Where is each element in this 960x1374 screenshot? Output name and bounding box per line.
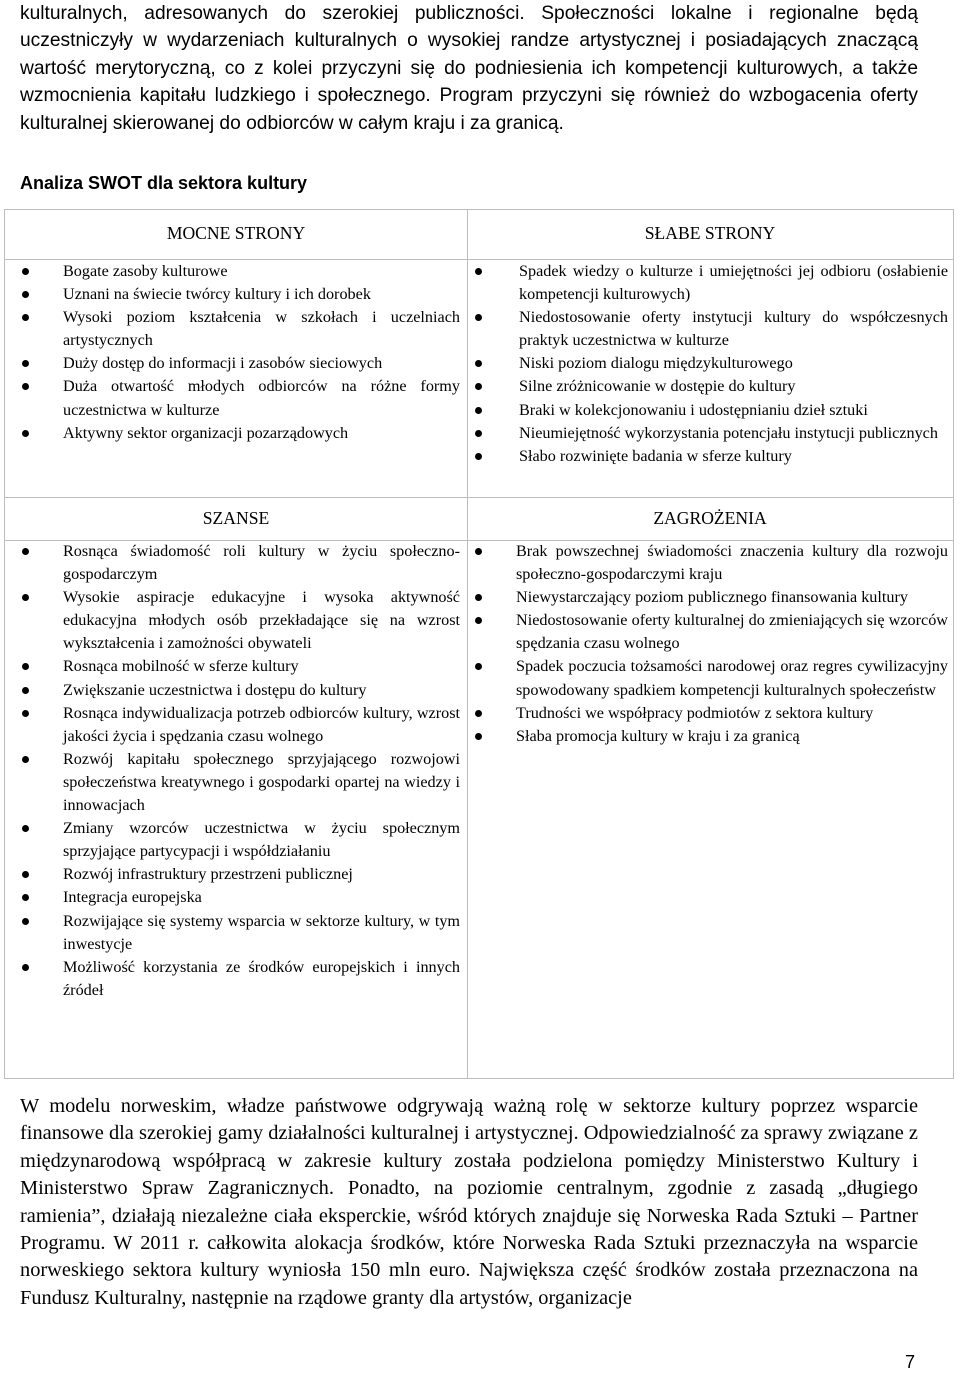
threats-heading: ZAGROŻENIA: [653, 508, 767, 528]
opportunities-item: Rosnąca świadomość roli kultury w życiu społeczno-gospodarczym: [20, 540, 460, 586]
opportunities-item: Integracja europejska: [20, 886, 460, 909]
opportunities-item: Możliwość korzystania ze środków europejskich i innych źródeł: [20, 956, 460, 1002]
opportunities-item: Rosnąca mobilność w sferze kultury: [20, 655, 460, 678]
strengths-item: Aktywny sektor organizacji pozarządowych: [20, 422, 460, 445]
opportunities-item: Rozwój infrastruktury przestrzeni publicznej: [20, 863, 460, 886]
threats-item: Słaba promocja kultury w kraju i za granicą: [473, 725, 948, 748]
page-number: 7: [905, 1352, 916, 1372]
strengths-item: Duży dostęp do informacji i zasobów sieciowych: [20, 352, 460, 375]
opportunities-item: Zmiany wzorców uczestnictwa w życiu społecznym sprzyjające partycypacji i współdziałaniu: [20, 817, 460, 863]
strengths-item: Uznani na świecie twórcy kultury i ich dorobek: [20, 283, 460, 306]
opportunities-item: Rosnąca indywidualizacja potrzeb odbiorców kultury, wzrost jakości życia i spędzania czasu wolnego: [20, 702, 460, 748]
strengths-item: Wysoki poziom kształcenia w szkołach i uczelniach artystycznych: [20, 306, 460, 352]
threats-list: [473, 540, 948, 748]
weaknesses-item: Niski poziom dialogu międzykulturowego: [473, 352, 948, 375]
threats-item: Niedostosowanie oferty kulturalnej do zmieniających się wzorców spędzania czasu wolnego: [473, 609, 948, 655]
threats-item: Trudności we współpracy podmiotów z sektora kultury: [473, 702, 948, 725]
opportunities-list: [20, 540, 460, 1002]
column-divider: [467, 210, 468, 1078]
weaknesses-item: Słabo rozwinięte badania w sferze kultury: [473, 445, 948, 468]
weaknesses-item: Nieumiejętność wykorzystania potencjału instytucji publicznych: [473, 422, 948, 445]
swot-title: Analiza SWOT dla sektora kultury: [20, 173, 308, 193]
opportunities-item: Rozwijające się systemy wsparcia w sektorze kultury, w tym inwestycje: [20, 910, 460, 956]
opportunities-cell: [20, 540, 460, 1002]
strengths-item: Bogate zasoby kulturowe: [20, 260, 460, 283]
intro-paragraph: kulturalnych, adresowanych do szerokiej publiczności. Społeczności lokalne i regionalne będą uczestniczyły w wydarzeniach kulturalnych o wysokiej randze artystycznej i posiadających znaczącą wartość merytoryczną, co z kolei przyczyni się do podniesienia ich kompetencji kulturowych, a także wzmocnienia kapitału ludzkiego i społecznego. Program przyczyni się również do wzbogacenia oferty kulturalnej skierowanej do odbiorców w całym kraju i za granicą.: [20, 3, 918, 134]
threats-item: Spadek poczucia tożsamości narodowej oraz regres cywilizacyjny spowodowany spadkiem kompetencji kulturalnych społeczeństw: [473, 655, 948, 701]
threats-cell: [473, 540, 948, 748]
weaknesses-cell: [473, 260, 948, 468]
weaknesses-item: Silne zróżnicowanie w dostępie do kultury: [473, 375, 948, 398]
weaknesses-heading: SŁABE STRONY: [644, 223, 776, 243]
weaknesses-item: Niedostosowanie oferty instytucji kultury do współczesnych praktyk uczestnictwa w kulturze: [473, 306, 948, 352]
threats-item: Niewystarczający poziom publicznego finansowania kultury: [473, 586, 948, 609]
weaknesses-item: Spadek wiedzy o kulturze i umiejętności jej odbioru (osłabienie kompetencji kulturowych): [473, 260, 948, 306]
opportunities-item: Zwiększanie uczestnictwa i dostępu do kultury: [20, 679, 460, 702]
strengths-item: Duża otwartość młodych odbiorców na różne formy uczestnictwa w kulturze: [20, 375, 460, 421]
swot-table: [4, 209, 954, 1079]
opportunities-item: Rozwój kapitału społecznego sprzyjającego rozwojowi społeczeństwa kreatywnego i gospodarki opartej na wiedzy i innowacjach: [20, 748, 460, 817]
outro-paragraph: W modelu norweskim, władze państwowe odgrywają ważną rolę w sektorze kultury poprzez wsparcie finansowe dla szerokiej gamy działalności kulturalnej i artystycznej. Odpowiedzialność za sprawy związane z międzynarodową współpracą w zakresie kultury została podzielona pomiędzy Ministerstwo Kultury i Ministerstwo Spraw Zagranicznych. Ponadto, na poziomie centralnym, zgodnie z zasadą „długiego ramienia”, działają niezależne ciała eksperckie, wśród których znajduje się Norweska Rada Sztuki – Partner Programu. W 2011 r. całkowita alokacja środków, które Norweska Rada Sztuki przeznaczyła na wsparcie norweskiego sektora kultury wyniosła 150 mln euro. Największa część środków została przeznaczona na Fundusz Kulturalny, następnie na rządowe granty dla artystów, organizacje: [20, 1095, 918, 1309]
weaknesses-item: Braki w kolekcjonowaniu i udostępnianiu dzieł sztuki: [473, 399, 948, 422]
opportunities-heading: SZANSE: [202, 508, 270, 528]
weaknesses-list: [473, 260, 948, 468]
strengths-list: [20, 260, 460, 445]
strengths-heading: MOCNE STRONY: [166, 223, 306, 243]
threats-item: Brak powszechnej świadomości znaczenia kultury dla rozwoju społeczno-gospodarczymi kraju: [473, 540, 948, 586]
strengths-cell: [20, 260, 460, 445]
opportunities-item: Wysokie aspiracje edukacyjne i wysoka aktywność edukacyjna młodych osób przekładające się na wzrost wykształcenia i zamożności obywateli: [20, 586, 460, 655]
row-divider: [5, 497, 953, 498]
